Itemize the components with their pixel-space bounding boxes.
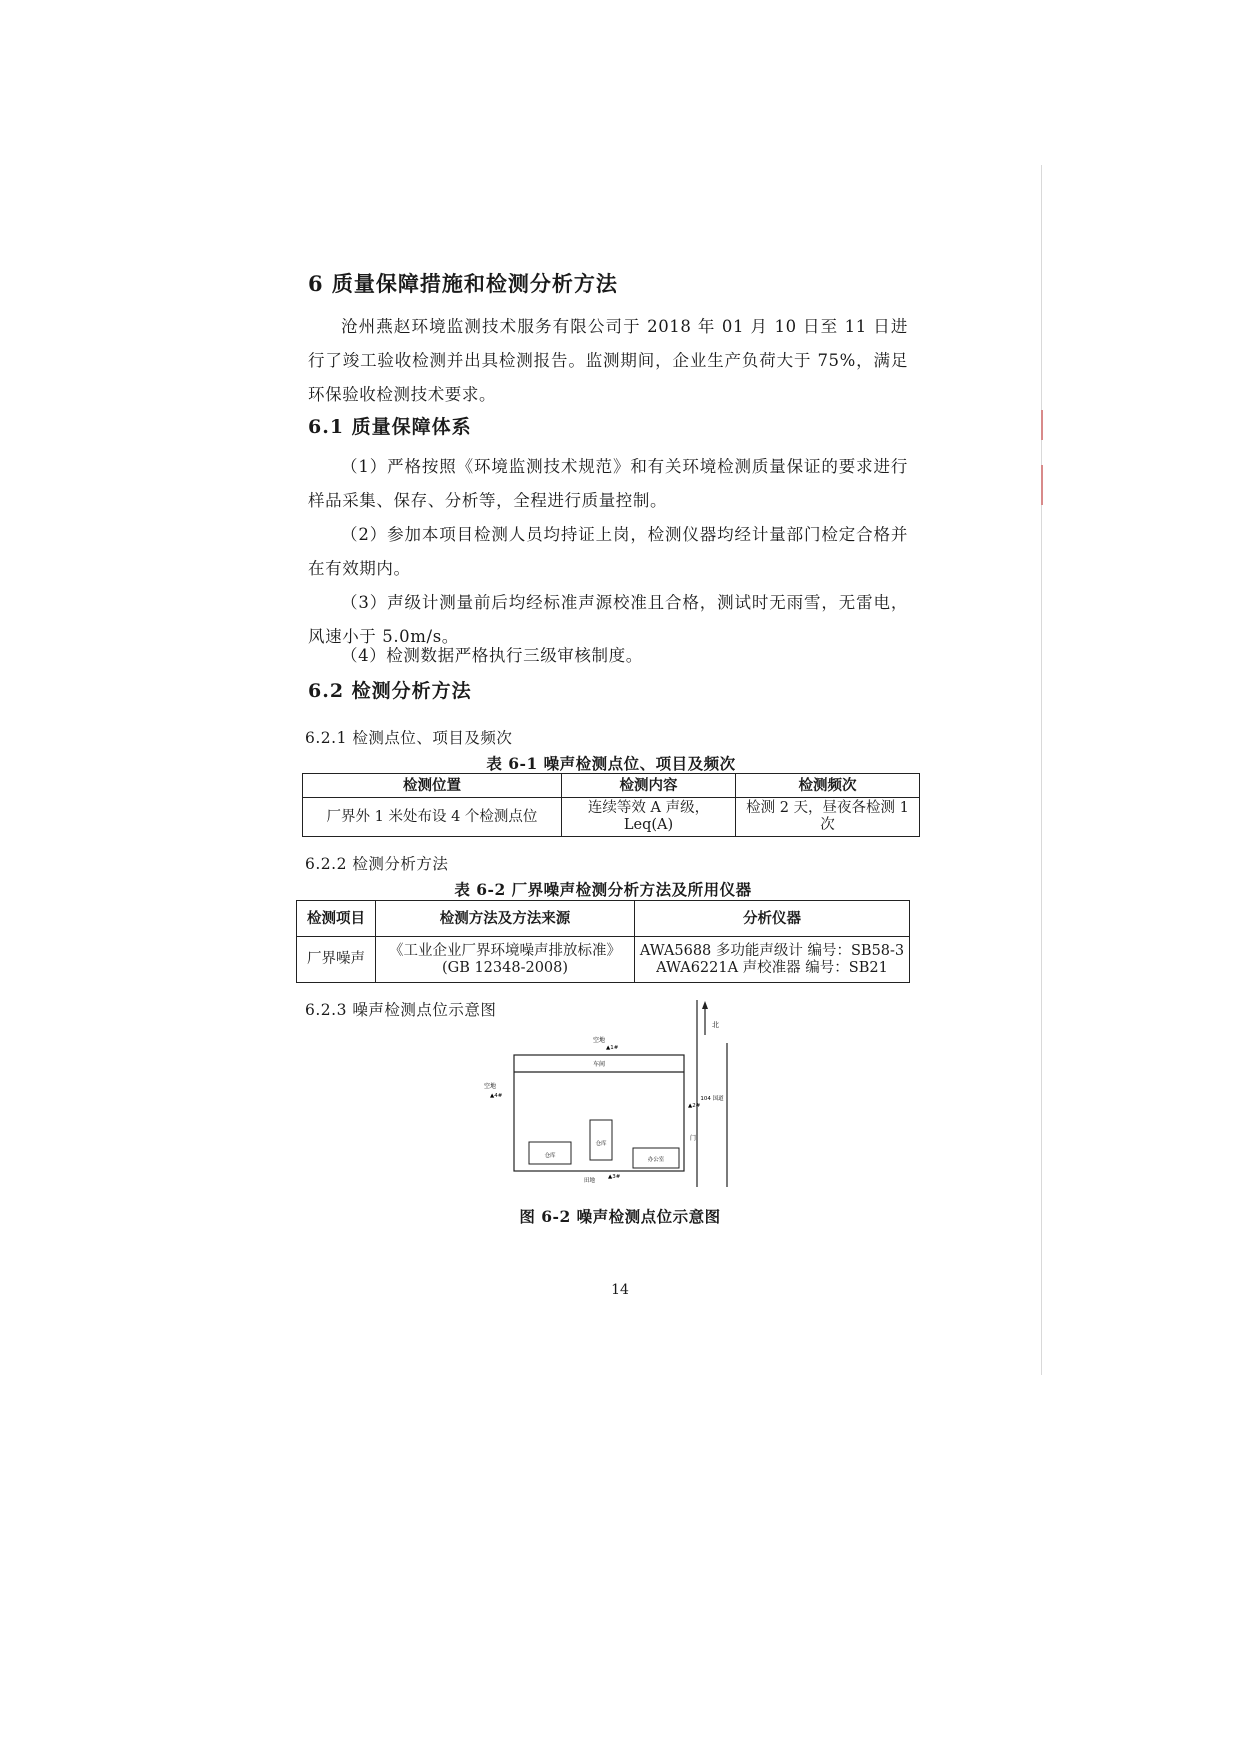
point-4-marker: ▲4#	[490, 1093, 503, 1099]
table-6-1	[302, 773, 920, 837]
section-6-title: 6 质量保障措施和检测分析方法	[308, 271, 618, 296]
section-6-2-2-title: 6.2.2 检测分析方法	[305, 855, 449, 873]
instrument-line: AWA5688 多功能声级计 编号：SB58-3	[639, 942, 905, 959]
qa-item-1: （1）严格按照《环境监测技术规范》和有关环境检测质量保证的要求进行样品采集、保存、分析等，全程进行质量控制。	[308, 457, 908, 510]
table-cell-frequency: 检测 2 天，昼夜各检测 1 次	[736, 798, 920, 837]
left-area-label: 空地	[484, 1083, 497, 1090]
table-header-cell: 检测方法及方法来源	[376, 901, 635, 937]
office-label: 办公室	[647, 1157, 665, 1163]
workshop-label: 车间	[592, 1061, 606, 1068]
method-line: 《工业企业厂界环境噪声排放标准》	[389, 942, 621, 959]
table-header-cell: 检测内容	[562, 774, 736, 798]
noise-monitoring-site-diagram	[480, 1000, 750, 1200]
scan-red-mark	[1041, 465, 1043, 505]
table-header-cell: 检测位置	[303, 774, 562, 798]
scan-edge-line	[1041, 165, 1042, 1375]
table-cell-position: 厂界外 1 米处布设 4 个检测点位	[303, 798, 562, 837]
north-arrow-head-icon	[702, 1001, 708, 1009]
point-1-marker: ▲1#	[606, 1045, 619, 1051]
table-6-2-caption: 表 6-2 厂界噪声检测分析方法及所用仪器	[454, 880, 752, 899]
warehouse-center-label: 仓库	[595, 1141, 607, 1147]
warehouse-center	[590, 1120, 612, 1160]
section-6-1-title: 6.1 质量保障体系	[308, 416, 472, 438]
gate-label: 门	[690, 1135, 697, 1142]
table-6-2	[296, 900, 910, 983]
figure-6-2-caption: 图 6-2 噪声检测点位示意图	[519, 1207, 721, 1226]
method-line: (GB 12348-2008)	[441, 959, 569, 976]
content-line: Leq(A)	[623, 817, 674, 833]
section-6-2-3-title: 6.2.3 噪声检测点位示意图	[305, 1001, 497, 1019]
top-area-label: 空地	[592, 1037, 606, 1044]
table-cell-instrument	[635, 937, 910, 983]
table-cell-content	[562, 798, 736, 837]
road-label: 104 国道	[700, 1096, 724, 1102]
table-header-cell: 检测频次	[736, 774, 920, 798]
qa-item-2: （2）参加本项目检测人员均持证上岗，检测仪器均经计量部门检定合格并在有效期内。	[308, 525, 908, 578]
content-line: 连续等效 A 声级，	[587, 800, 710, 816]
table-header-cell: 分析仪器	[635, 901, 910, 937]
table-cell-item: 厂界噪声	[297, 937, 376, 983]
section-6-intro: 沧州燕赵环境监测技术服务有限公司于 2018 年 01 月 10 日至 11 日进行了竣工验收检测并出具检测报告。监测期间，企业生产负荷大于 75%，满足环保验收检测技术要求。	[308, 317, 908, 404]
table-6-1-caption: 表 6-1 噪声检测点位、项目及频次	[486, 754, 736, 773]
page-number: 14	[611, 1282, 629, 1298]
point-3-marker: ▲3#	[608, 1174, 621, 1180]
north-label: 北	[712, 1021, 719, 1029]
table-cell-method	[376, 937, 635, 983]
scan-red-mark	[1041, 410, 1043, 440]
qa-item-3: （3）声级计测量前后均经标准声源校准且合格，测试时无雨雪，无雷电，风速小于 5.0m/s。	[308, 593, 908, 646]
warehouse-left-label: 仓库	[544, 1153, 556, 1159]
qa-item-4: （4）检测数据严格执行三级审核制度。	[341, 646, 643, 665]
bottom-area-label: 田地	[584, 1178, 596, 1184]
point-2-marker: ▲2#	[688, 1103, 701, 1109]
table-header-cell: 检测项目	[297, 901, 376, 937]
section-6-2-title: 6.2 检测分析方法	[308, 680, 472, 702]
instrument-line: AWA6221A 声校准器 编号：SB21	[656, 959, 888, 976]
section-6-2-1-title: 6.2.1 检测点位、项目及频次	[305, 729, 513, 747]
